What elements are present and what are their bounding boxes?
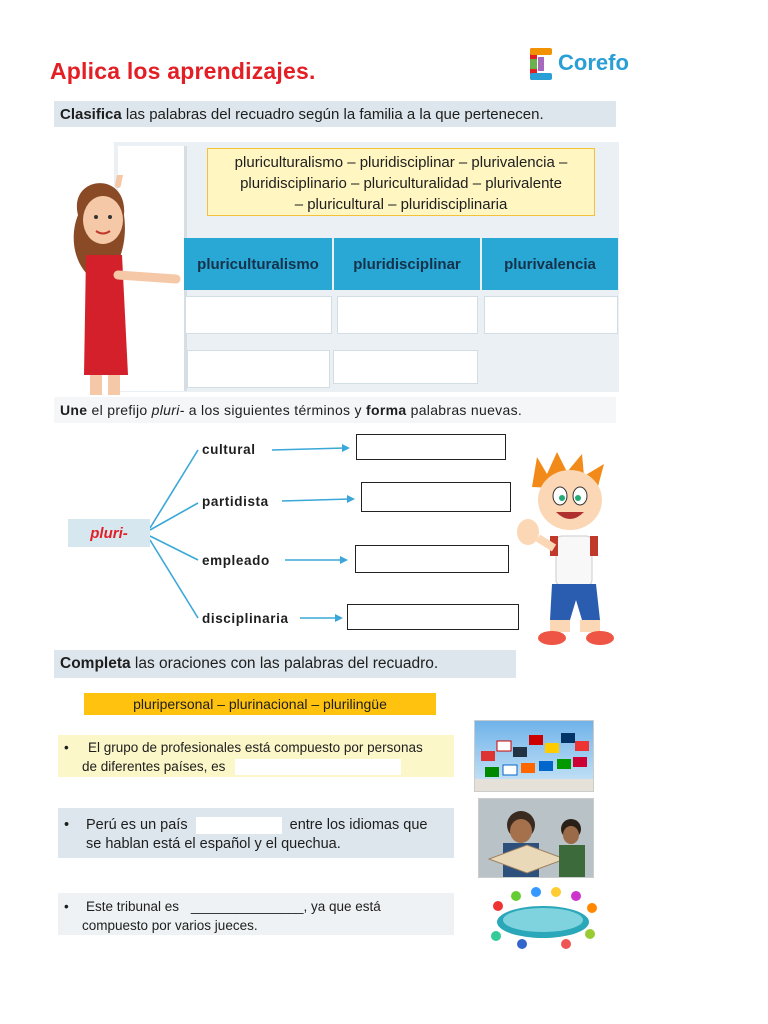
instruction-keyword: forma xyxy=(366,402,407,418)
round-table-photo xyxy=(478,884,608,954)
sentence-1-blank[interactable] xyxy=(235,759,401,775)
students-image xyxy=(479,799,593,877)
bullet: • xyxy=(64,740,69,755)
corefo-logo-icon xyxy=(528,44,558,84)
instruction-keyword: Clasifica xyxy=(60,105,122,123)
sentence-3 xyxy=(58,897,454,935)
table-cell[interactable] xyxy=(185,296,332,334)
term-partidista: partidista xyxy=(202,494,269,509)
sentence-3-blank[interactable]: _______________ xyxy=(190,899,304,914)
sentence-3-part2: , ya que está xyxy=(303,899,381,914)
sentence-2 xyxy=(58,816,454,854)
table-header-plurivalencia: plurivalencia xyxy=(482,238,618,290)
sentence-2-part2: entre los idiomas que xyxy=(289,817,428,833)
instruction-text: las palabras del recuadro según la familia a la que pertenecen. xyxy=(121,105,544,123)
instruction-text: el prefijo xyxy=(87,402,152,418)
section2-instruction xyxy=(54,397,616,423)
word-box xyxy=(207,148,595,216)
table-cell[interactable] xyxy=(337,296,478,334)
girl-illustration xyxy=(58,175,190,395)
boy-thumbs-up-illustration xyxy=(512,452,622,648)
section3-instruction xyxy=(54,650,516,678)
term-cultural: cultural xyxy=(202,442,256,457)
bullet: • xyxy=(64,817,70,833)
term-empleado: empleado xyxy=(202,553,270,568)
table-cell[interactable] xyxy=(333,350,478,384)
section1-instruction xyxy=(54,101,616,127)
corefo-logo xyxy=(528,44,634,84)
answer-box-disciplinaria[interactable] xyxy=(347,604,519,630)
sentence-1-line1: El grupo de profesionales está compuesto por personas xyxy=(88,740,423,755)
instruction-keyword: Completa xyxy=(60,655,131,672)
table-cell[interactable] xyxy=(187,350,330,388)
students-reading-photo xyxy=(478,798,594,878)
flags-photo xyxy=(474,720,594,792)
sentence-1 xyxy=(58,738,454,776)
instruction-text: las oraciones con las palabras del recuadro. xyxy=(130,655,439,672)
instruction-keyword: Une xyxy=(60,402,88,418)
bullet: • xyxy=(64,899,69,914)
word-box-line: pluridisciplinario – pluriculturalidad – plurivalente xyxy=(240,175,562,192)
flags-image xyxy=(475,721,593,791)
answer-box-partidista[interactable] xyxy=(361,482,511,512)
prefix-pluri: pluri- xyxy=(68,519,150,547)
word-box-line: pluriculturalismo – pluridisciplinar – plurivalencia – xyxy=(234,154,568,171)
word-box-line: – pluricultural – pluridisciplinaria xyxy=(294,196,508,213)
page-title: Aplica los aprendizajes. xyxy=(50,58,316,84)
table-cell[interactable] xyxy=(484,296,618,334)
round-table-image xyxy=(478,884,608,954)
sentence-2-line2: se hablan está el español y el quechua. xyxy=(86,836,341,852)
sentence-2-part1: Perú es un país xyxy=(86,817,188,833)
sentence-2-blank[interactable] xyxy=(196,817,282,834)
answer-box-cultural[interactable] xyxy=(356,434,506,460)
instruction-text: a los siguientes términos y xyxy=(184,402,367,418)
sentence-3-line2: compuesto por varios jueces. xyxy=(82,918,258,933)
sentence-3-part1: Este tribunal es xyxy=(86,899,180,914)
table-header-pluridisciplinar: pluridisciplinar xyxy=(334,238,480,290)
logo-text: Corefo xyxy=(558,50,629,75)
options-box: pluripersonal – plurinacional – plurilingüe xyxy=(84,693,436,715)
table-header-pluriculturalismo: pluriculturalismo xyxy=(184,238,332,290)
answer-box-empleado[interactable] xyxy=(355,545,509,573)
instruction-text: palabras nuevas. xyxy=(406,402,523,418)
instruction-prefix: pluri- xyxy=(151,402,185,418)
sentence-1-line2: de diferentes países, es xyxy=(82,759,226,774)
term-disciplinaria: disciplinaria xyxy=(202,611,289,626)
